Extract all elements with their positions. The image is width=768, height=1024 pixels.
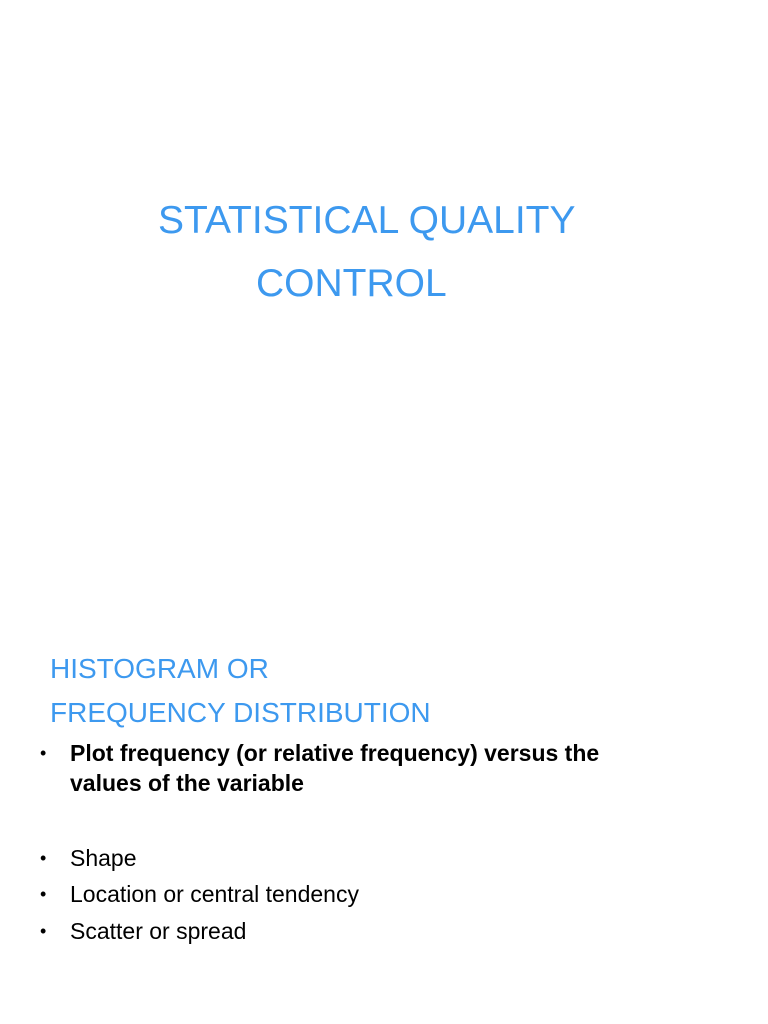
bullet-dot-icon: • <box>40 743 47 763</box>
bullet-dot-icon: • <box>40 921 47 941</box>
bullet-text <box>70 738 710 798</box>
bullet-text: Shape <box>70 845 137 871</box>
slide-title-line-1: STATISTICAL QUALITY <box>158 199 576 242</box>
bullet-text: Location or central tendency <box>70 881 359 907</box>
bullet-dot-icon: • <box>40 884 47 904</box>
slide-title-line-2: CONTROL <box>256 262 447 305</box>
bullet-text-line-1: Plot frequency (or relative frequency) versus the <box>70 740 600 766</box>
bullet-dot-icon: • <box>40 848 47 868</box>
section-heading-line-2: FREQUENCY DISTRIBUTION <box>50 697 431 728</box>
bullet-text: Scatter or spread <box>70 918 247 944</box>
bullet-text-line-2: values of the variable <box>70 770 304 796</box>
section-heading-line-1: HISTOGRAM OR <box>50 653 269 684</box>
